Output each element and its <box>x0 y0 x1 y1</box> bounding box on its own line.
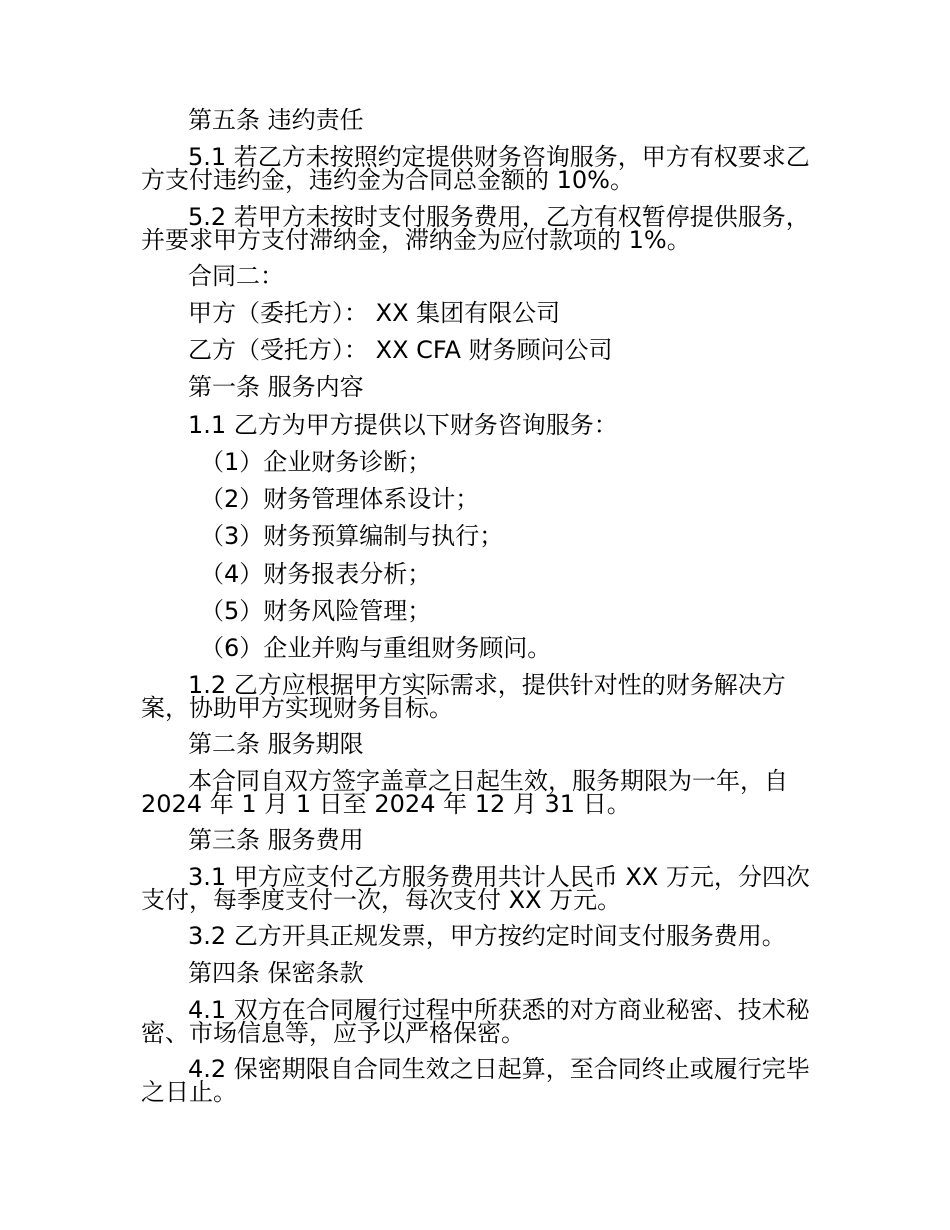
service-item-4: （4）财务报表分析； <box>200 560 432 588</box>
clause-3-1: 3.1 甲方应支付乙方服务费用共计人民币 XX 万元，分四次支付，每季度支付一次，每次支付 XX 万元。 <box>141 863 810 914</box>
service-term-text: 本合同自双方签字盖章之日起生效，服务期限为一年，自 2024 年 1 月 1 日至 2024 年 12 月 31 日。 <box>141 767 788 818</box>
service-item-6: （6）企业并购与重组财务顾问。 <box>200 634 552 662</box>
party-b: 乙方（受托方）： XX CFA 财务顾问公司 <box>188 336 613 364</box>
heading-article-5: 第五条 违约责任 <box>188 106 364 134</box>
party-a: 甲方（委托方）： XX 集团有限公司 <box>188 299 561 327</box>
service-item-2: （2）财务管理体系设计； <box>200 485 480 513</box>
heading-article-1: 第一条 服务内容 <box>188 373 364 401</box>
clause-5-1: 5.1 若乙方未按照约定提供财务咨询服务，甲方有权要求乙方支付违约金，违约金为合同总金额的 10%。 <box>141 143 810 194</box>
clause-3-2: 3.2 乙方开具正规发票，甲方按约定时间支付服务费用。 <box>188 922 786 950</box>
service-item-5: （5）财务风险管理； <box>200 597 432 625</box>
clause-1-2: 1.2 乙方应根据甲方实际需求，提供针对性的财务解决方案，协助甲方实现财务目标。 <box>141 671 786 722</box>
clause-4-2: 4.2 保密期限自合同生效之日起算，至合同终止或履行完毕之日止。 <box>141 1055 810 1106</box>
heading-article-3: 第三条 服务费用 <box>188 826 364 854</box>
clause-5-2: 5.2 若甲方未按时支付服务费用，乙方有权暂停提供服务，并要求甲方支付滞纳金，滞纳金为应付款项的 1%。 <box>141 203 810 254</box>
contract-two-heading: 合同二： <box>188 262 284 290</box>
clause-4-1: 4.1 双方在合同履行过程中所获悉的对方商业秘密、技术秘密、市场信息等，应予以严格保密。 <box>141 996 810 1047</box>
heading-article-4: 第四条 保密条款 <box>188 959 364 987</box>
service-item-3: （3）财务预算编制与执行； <box>200 522 504 550</box>
heading-article-2: 第二条 服务期限 <box>188 730 364 758</box>
clause-1-1: 1.1 乙方为甲方提供以下财务咨询服务： <box>188 411 618 439</box>
service-item-1: （1）企业财务诊断； <box>200 448 432 476</box>
